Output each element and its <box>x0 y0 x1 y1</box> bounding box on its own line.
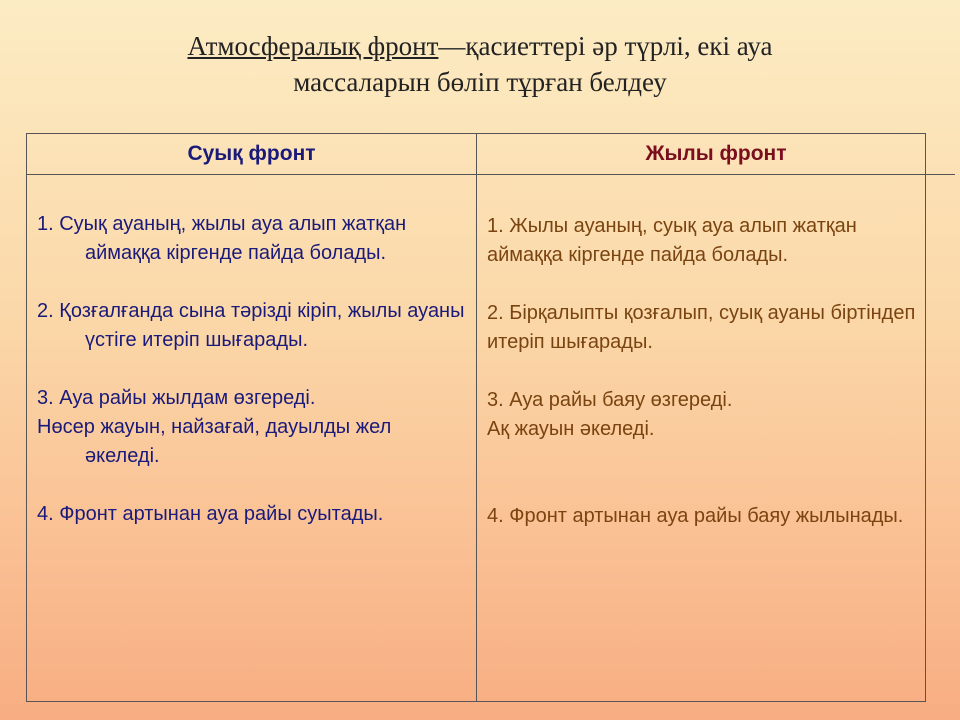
warm-item-3: 3. Ауа райы баяу өзгереді. <box>487 389 733 411</box>
cold-item-3-detail: Нөсер жауын, найзағай, дауылды жел әкеледі. <box>37 416 392 467</box>
warm-item-3-detail: Ақ жауын әкеледі. <box>487 418 655 440</box>
cold-item-4: 4. Фронт артынан ауа райы суытады. <box>37 503 384 525</box>
cold-item-2: 2. Қозғалғанда сына тәрізді кіріп, жылы ауаны үстіге итеріп шығарады. <box>37 300 465 351</box>
title-line-2: массаларын бөліп тұрған белдеу <box>293 67 667 97</box>
warm-front-column <box>477 175 955 701</box>
slide-title <box>60 28 900 100</box>
warm-item-1: 1. Жылы ауаның, суық ауа алып жатқан аймаққа кіргенде пайда болады. <box>487 215 857 266</box>
cold-item-3: 3. Ауа райы жылдам өзгереді. <box>37 387 316 409</box>
warm-item-4: 4. Фронт артынан ауа райы баяу жылынады. <box>487 505 904 527</box>
warm-front-header: Жылы фронт <box>477 134 955 175</box>
warm-item-2: 2. Бірқалыпты қозғалып, суық ауаны біртіндеп итеріп шығарады. <box>487 302 916 353</box>
cold-item-1: 1. Суық ауаның, жылы ауа алып жатқан аймаққа кіргенде пайда болады. <box>37 213 407 264</box>
cold-front-header: Суық фронт <box>27 134 477 175</box>
cold-front-column <box>27 175 477 701</box>
title-term: Атмосфералық фронт <box>187 31 439 61</box>
title-definition: —қасиеттері әр түрлі, екі ауа <box>438 31 773 61</box>
comparison-table <box>26 133 926 702</box>
